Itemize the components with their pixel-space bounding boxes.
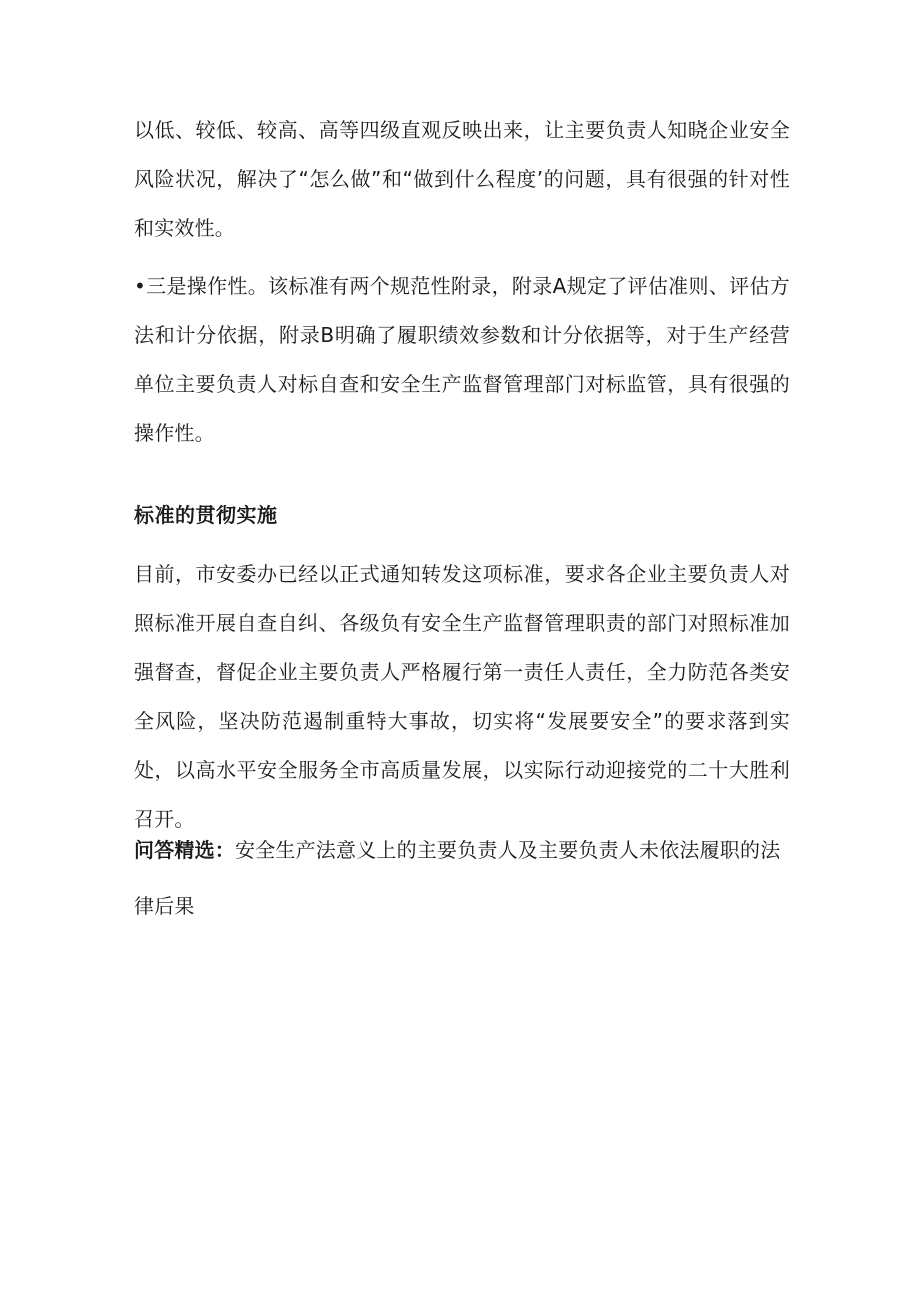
section-heading: 标准的贯彻实施 xyxy=(134,503,278,527)
qa-label: 问答精选： xyxy=(134,838,235,862)
qa-featured xyxy=(134,822,790,934)
paragraph-operability: •三是操作性。该标准有两个规范性附录，附录A规定了评估准则、评估方法和计分依据，附录B明确了履职绩效参数和计分依据等，对于生产经营单位主要负责人对标自查和安全生产监督管理部门对标监管，具有很强的操作性。 xyxy=(134,274,790,445)
paragraph-implementation: 目前，市安委办已经以正式通知转发这项标准，要求各企业主要负责人对照标准开展自查自纠、各级负有安全生产监督管理职责的部门对照标准加强督查，督促企业主要负责人严格履行第一责任人责任，全力防范各类安全风险，坚决防范遏制重特大事故，切实将“发展要安全”的要求落到实处，以高水平安全服务全市高质量发展，以实际行动迎接党的二十大胜利召开。 xyxy=(134,562,790,831)
paragraph-risk-levels: 以低、较低、较高、高等四级直观反映出来，让主要负责人知晓企业安全风险状况，解决了“怎么做”和“做到什么程度’的问题，具有很强的针对性和实效性。 xyxy=(134,118,790,240)
qa-question-text: 安全生产法意义上的主要负责人及主要负责人未依法履职的法律后果 xyxy=(134,838,781,918)
